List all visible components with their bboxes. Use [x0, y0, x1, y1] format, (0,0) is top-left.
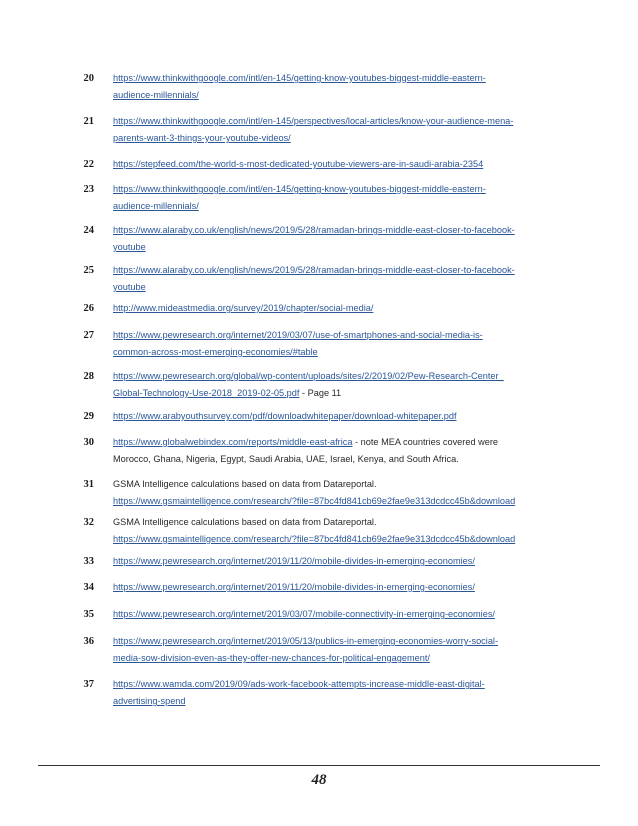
endnote-text: [113, 113, 553, 147]
endnote-line: [113, 327, 553, 344]
endnote-text: [113, 181, 553, 215]
endnote-text: [113, 70, 553, 104]
endnote-text: [113, 327, 553, 361]
endnote-link[interactable]: https://www.alaraby.co.uk/english/news/2019/5/28/ramadan-brings-middle-east-closer-to-facebook-: [113, 225, 515, 235]
endnote-line: [113, 368, 553, 385]
endnote-text: [113, 408, 553, 425]
endnote-source-text: GSMA Intelligence calculations based on data from Datareportal.: [113, 479, 377, 489]
endnote-number: 22: [83, 159, 94, 170]
page-number: 48: [311, 772, 327, 788]
endnote-link[interactable]: https://www.wamda.com/2019/09/ads-work-facebook-attempts-increase-middle-east-digital-: [113, 679, 485, 689]
endnote-line: [113, 87, 553, 104]
footer-rule: [38, 765, 600, 766]
endnote-link[interactable]: https://stepfeed.com/the-world-s-most-dedicated-youtube-viewers-are-in-saudi-arabia-2354: [113, 159, 484, 169]
endnote-link[interactable]: https://www.pewresearch.org/internet/2019/05/13/publics-in-emerging-economies-worry-social-: [113, 636, 499, 646]
endnote-text: [113, 300, 553, 317]
endnote-line: [113, 262, 553, 279]
endnote-number: 25: [83, 265, 94, 276]
endnote-link[interactable]: http://www.mideastmedia.org/survey/2019/chapter/social-media/: [113, 303, 374, 313]
endnote-number: 20: [83, 73, 94, 84]
endnote-link[interactable]: common-across-most-emerging-economies/#table: [113, 347, 318, 357]
endnote-number: 23: [83, 184, 94, 195]
endnote-suffix: - note MEA countries covered were: [352, 437, 499, 447]
endnote-line: [113, 553, 553, 570]
endnote-line: [113, 493, 553, 510]
endnote-link[interactable]: https://www.gsmaintelligence.com/research/?file=87bc4fd841cb69e2fae9e313dcdcc45b&download: [113, 496, 516, 506]
endnote-text: [113, 434, 553, 468]
endnote-line: [113, 531, 553, 548]
endnote-link[interactable]: https://www.pewresearch.org/internet/2019/11/20/mobile-divides-in-emerging-economies/: [113, 556, 475, 566]
endnote-number: 24: [83, 225, 94, 236]
endnote-number: 34: [83, 582, 94, 593]
endnote-link[interactable]: https://www.thinkwithgoogle.com/intl/en-145/getting-know-youtubes-biggest-middle-eastern-: [113, 184, 486, 194]
endnote-link[interactable]: https://www.pewresearch.org/global/wp-content/uploads/sites/2/2019/02/Pew-Research-Center_: [113, 371, 504, 381]
endnote-line: [113, 676, 553, 693]
endnote-text: [113, 368, 553, 402]
endnote-source-text: GSMA Intelligence calculations based on data from Datareportal.: [113, 517, 377, 527]
endnote-number: 32: [83, 517, 94, 528]
endnote-link[interactable]: https://www.pewresearch.org/internet/2019/03/07/use-of-smartphones-and-social-media-is-: [113, 330, 483, 340]
endnote-number: 36: [83, 636, 94, 647]
endnote-line: [113, 693, 553, 710]
endnote-link[interactable]: parents-want-3-things-your-youtube-videos/: [113, 133, 291, 143]
endnote-link[interactable]: https://www.alaraby.co.uk/english/news/2019/5/28/ramadan-brings-middle-east-closer-to-facebook-: [113, 265, 515, 275]
endnote-link[interactable]: Global-Technology-Use-2018_2019-02-05.pdf: [113, 388, 300, 398]
endnote-number: 26: [83, 303, 94, 314]
endnote-line: [113, 279, 553, 296]
endnote-text: [113, 676, 553, 710]
endnote-line: [113, 606, 553, 623]
endnote-line: [113, 198, 553, 215]
endnote-line: [113, 434, 553, 451]
endnote-line: [113, 633, 553, 650]
endnote-number: 31: [83, 479, 94, 490]
endnote-number: 21: [83, 116, 94, 127]
endnote-line: [113, 222, 553, 239]
endnote-link[interactable]: audience-millennials/: [113, 201, 199, 211]
endnote-link[interactable]: audience-millennials/: [113, 90, 199, 100]
endnote-text: [113, 579, 553, 596]
endnote-link[interactable]: https://www.pewresearch.org/internet/2019/11/20/mobile-divides-in-emerging-economies/: [113, 582, 475, 592]
endnote-number: 30: [83, 437, 94, 448]
endnote-number: 28: [83, 371, 94, 382]
endnote-line: [113, 130, 553, 147]
endnote-line: [113, 113, 553, 130]
endnote-text: [113, 633, 553, 667]
endnote-line: [113, 181, 553, 198]
endnote-line: [113, 239, 553, 256]
endnote-line: [113, 156, 553, 173]
endnote-line: [113, 650, 553, 667]
endnote-link[interactable]: youtube: [113, 242, 146, 252]
endnote-link[interactable]: media-sow-division-even-as-they-offer-new-chances-for-political-engagement/: [113, 653, 430, 663]
endnote-text: [113, 222, 553, 256]
endnote-line: [113, 385, 553, 402]
endnote-link[interactable]: https://www.thinkwithgoogle.com/intl/en-145/getting-know-youtubes-biggest-middle-eastern-: [113, 73, 486, 83]
endnote-number: 37: [83, 679, 94, 690]
endnote-link[interactable]: https://www.pewresearch.org/internet/2019/03/07/mobile-connectivity-in-emerging-economies/: [113, 609, 495, 619]
endnote-line: [113, 579, 553, 596]
endnote-line: [113, 70, 553, 87]
endnote-number: 27: [83, 330, 94, 341]
endnote-link[interactable]: advertising-spend: [113, 696, 186, 706]
endnote-number: 29: [83, 411, 94, 422]
endnote-link[interactable]: https://www.arabyouthsurvey.com/pdf/downloadwhitepaper/download-whitepaper.pdf: [113, 411, 457, 421]
endnote-number: 33: [83, 556, 94, 567]
endnote-note-text: Morocco, Ghana, Nigeria, Egypt, Saudi Arabia, UAE, Israel, Kenya, and South Africa.: [113, 454, 459, 464]
endnote-text: [113, 514, 553, 548]
endnote-number: 35: [83, 609, 94, 620]
endnote-line: [113, 300, 553, 317]
endnote-link[interactable]: https://www.thinkwithgoogle.com/intl/en-145/perspectives/local-articles/know-your-audience-mena-: [113, 116, 514, 126]
endnote-text: [113, 606, 553, 623]
endnote-link[interactable]: https://www.gsmaintelligence.com/research/?file=87bc4fd841cb69e2fae9e313dcdcc45b&download: [113, 534, 516, 544]
endnote-link[interactable]: youtube: [113, 282, 146, 292]
endnote-text: [113, 262, 553, 296]
endnote-link[interactable]: https://www.globalwebindex.com/reports/middle-east-africa: [113, 437, 353, 447]
endnote-line: [113, 344, 553, 361]
endnote-text: [113, 553, 553, 570]
endnote-suffix: - Page 11: [299, 388, 342, 398]
endnote-text: [113, 156, 553, 173]
endnote-line: [113, 408, 553, 425]
endnote-text: [113, 476, 553, 510]
